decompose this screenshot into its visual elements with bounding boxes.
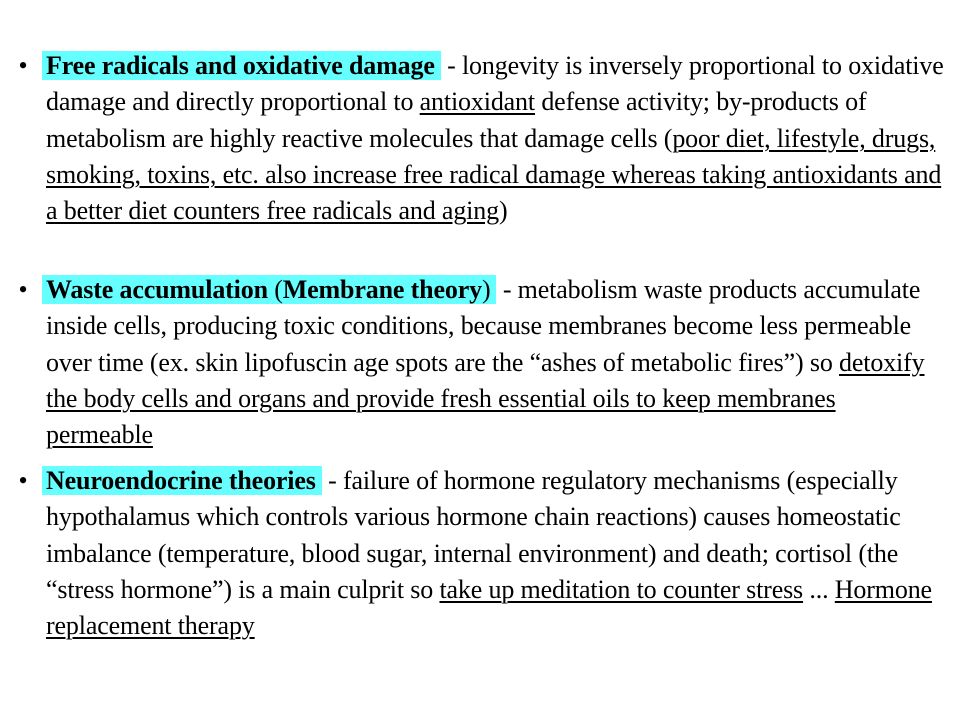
highlighted-term: Free radicals and oxidative damage <box>42 51 441 80</box>
bullet-text <box>46 48 946 229</box>
bullet-marker: • <box>18 466 28 495</box>
underlined-text: poor diet, lifestyle, drugs, smoking, toxins, etc. also increase free radical damage whereas taking antioxidants and a better diet counters free radicals and aging <box>46 123 942 226</box>
body-text: ) <box>498 196 508 226</box>
bullet-marker: • <box>18 51 28 80</box>
body-text: defense activity; by-products of metabolism are highly reactive molecules that damage cells ( <box>46 87 867 153</box>
highlighted-term-sub: Membrane theory <box>282 275 482 304</box>
paren-open: ( <box>267 275 283 304</box>
underlined-text: detoxify the body cells and organs and provide fresh essential oils to keep membranes permeable <box>46 347 925 450</box>
underlined-text: Hormone replacement therapy <box>46 574 932 641</box>
highlighted-term-main: Waste accumulation <box>46 275 268 304</box>
underlined-text: antioxidant <box>419 87 535 117</box>
paren-close: ) <box>481 275 491 304</box>
body-text: - longevity is inversely proportional to oxidative damage and directly proportional to <box>46 51 944 117</box>
bullet-text <box>46 272 946 453</box>
highlighted-term <box>42 275 496 304</box>
highlighted-term: Neuroendocrine theories <box>42 466 322 495</box>
body-text: - failure of hormone regulatory mechanisms (especially hypothalamus which controls various hormone chain reactions) causes homeostatic imbalance (temperature, blood sugar, internal environment) and death; cortisol (the “stress hormone”) is a main culprit so <box>46 466 901 604</box>
bullet-marker: • <box>18 275 28 304</box>
body-text: ... <box>803 574 835 604</box>
underlined-text: take up meditation to counter stress <box>439 574 804 604</box>
body-text: - metabolism waste products accumulate inside cells, producing toxic conditions, because membranes become less permeable over time (ex. skin lipofuscin age spots are the “ashes of metabolic fires”) so <box>46 275 921 377</box>
bullet-text <box>46 463 946 644</box>
